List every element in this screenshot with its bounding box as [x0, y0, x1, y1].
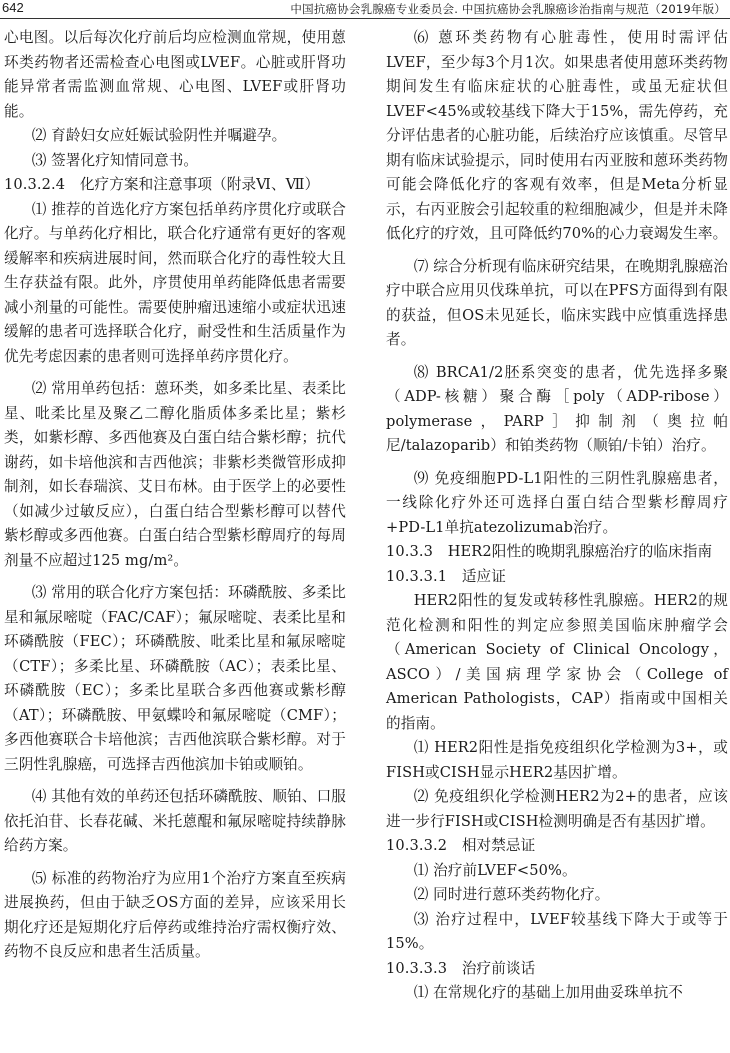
running-header [0, 0, 730, 19]
list-item: ⑻ BRCA1/2胚系突变的患者，优先选择多聚（ADP-核糖）聚合酶［poly（ADP-ribose）polymerase，PARP］抑制剂（奥拉帕尼/talazoparib）和铂类药物（顺铂/卡铂）治疗。 [386, 363, 728, 454]
paragraph: 心电图。以后每次化疗前后均应检测血常规，使用蒽环类药物者还需检查心电图或LVEF。心脏或肝肾功能异常者需监测血常规、心电图、LVEF或肝肾功能。 [4, 29, 346, 120]
list-item: ⑵ 免疫组织化学检测HER2为2+的患者，应该进一步行FISH或CISH检测明确是否有基因扩增。 [386, 788, 728, 830]
subsection-heading: 10.3.3.2 相对禁忌证 [386, 837, 536, 854]
list-item: ⑶ 治疗过程中，LVEF较基线下降大于或等于15%。 [386, 910, 728, 952]
list-item: ⑶ 常用的联合化疗方案包括：环磷酰胺、多柔比星和氟尿嘧啶（FAC/CAF）；氟尿嘧啶、表柔比星和环磷酰胺（FEC）；环磷酰胺、吡柔比星和氟尿嘧啶（CTF）；多柔比星、环磷酰胺（AC）；表柔比星、环磷酰胺（EC）；多柔比星联合多西他赛或紫杉醇（AT）；环磷酰胺、甲氨蝶呤和氟尿嘧啶（CMF）；多西他赛联合卡培他滨；吉西他滨联合紫杉醇。对于三阴性乳腺癌，可选择吉西他滨加卡铂或顺铂。 [4, 584, 346, 773]
list-item: ⑶ 签署化疗知情同意书。 [31, 151, 199, 169]
left-column [4, 26, 346, 965]
subsection-heading: 10.3.3.1 适应证 [386, 567, 506, 585]
section-heading: 10.3.3 HER2阳性的晚期乳腺癌治疗的临床指南 [386, 543, 713, 560]
list-item: ⑸ 标准的药物治疗为应用1个治疗方案直至疾病进展换药，但由于缺乏OS方面的差异，应该采用长期化疗还是短期化疗后停药或维持治疗需权衡疗效、药物不良反应和患者生活质量。 [4, 869, 346, 960]
section-heading: 10.3.2.4 化疗方案和注意事项（附录Ⅵ、Ⅶ） [4, 176, 320, 193]
subsection-heading: 10.3.3.3 治疗前谈话 [386, 959, 536, 977]
list-item: ⑴ 在常规化疗的基础上加用曲妥珠单抗不 [413, 984, 683, 1001]
list-item: ⑵ 同时进行蒽环类药物化疗。 [413, 886, 610, 903]
list-item: ⑼ 免疫细胞PD-L1阳性的三阴性乳腺癌患者，一线除化疗外还可选择白蛋白结合型紫杉醇周疗+PD-L1单抗atezolizumab治疗。 [386, 469, 728, 536]
list-item: ⑴ HER2阳性是指免疫组织化学检测为3+，或FISH或CISH显示HER2基因扩增。 [386, 739, 728, 781]
list-item: ⑴ 治疗前LVEF<50%。 [413, 861, 577, 879]
paragraph: HER2阳性的复发或转移性乳腺癌。HER2的规范化检测和阳性的判定应参照美国临床肿瘤学会（American Society of Clinical Oncology，ASCO）/美国病理学家协会（College of American Pathologists，CAP）指南或中国相关的指南。 [386, 592, 728, 732]
running-title: 中国抗癌协会乳腺癌专业委员会. 中国抗癌协会乳腺癌诊治指南与规范（2019年版） [290, 2, 726, 16]
list-item: ⑵ 育龄妇女应妊娠试验阴性并嘱避孕。 [31, 127, 287, 144]
list-item: ⑷ 其他有效的单药还包括环磷酰胺、顺铂、口服依托泊苷、长春花碱、米托蒽醌和氟尿嘧啶持续静脉给药方案。 [4, 788, 346, 854]
page-number: 642 [2, 0, 24, 15]
list-item: ⑵ 常用单药包括：蒽环类，如多柔比星、表柔比星、吡柔比星及聚乙二醇化脂质体多柔比星；紫杉类，如紫杉醇、多西他赛及白蛋白结合紫杉醇；抗代谢药，如卡培他滨和吉西他滨；非紫杉类微管形成抑制剂，如长春瑞滨、艾日布林。由于医学上的必要性（如减少过敏反应），白蛋白结合型紫杉醇可以替代紫杉醇或多西他赛。白蛋白结合型紫杉醇周疗的每周剂量不应超过125 mg/m²。 [4, 380, 346, 569]
list-item: ⑺ 综合分析现有临床研究结果，在晚期乳腺癌治疗中联合应用贝伐珠单抗，可以在PFS方面得到有限的获益，但OS未见延长，临床实践中应慎重选择患者。 [386, 257, 728, 348]
list-item: ⑹ 蒽环类药物有心脏毒性，使用时需评估LVEF，至少每3个月1次。如果患者使用蒽环类药物期间发生有临床症状的心脏毒性，或虽无症状但LVEF<45%或较基线下降大于15%，需先停药，充分评估患者的心脏功能，后续治疗应该慎重。尽管早期有临床试验提示，同时使用右丙亚胺和蒽环类药物可能会降低化疗的客观有效率，但是Meta分析显示，右丙亚胺会引起较重的粒细胞减少，但是并未降低化疗的疗效，且可降低约70%的心力衰竭发生率。 [386, 29, 728, 242]
right-column [386, 26, 728, 1006]
list-item: ⑴ 推荐的首选化疗方案包括单药序贯化疗或联合化疗。与单药化疗相比，联合化疗通常有更好的客观缓解率和疾病进展时间，然而联合化疗的毒性较大且生存获益有限。此外，序贯使用单药能降低患者需要减小剂量的可能性。需要使肿瘤迅速缩小或症状迅速缓解的患者可选择联合化疗，耐受性和生活质量作为优先考虑因素的患者则可选择单药序贯化疗。 [4, 200, 346, 365]
